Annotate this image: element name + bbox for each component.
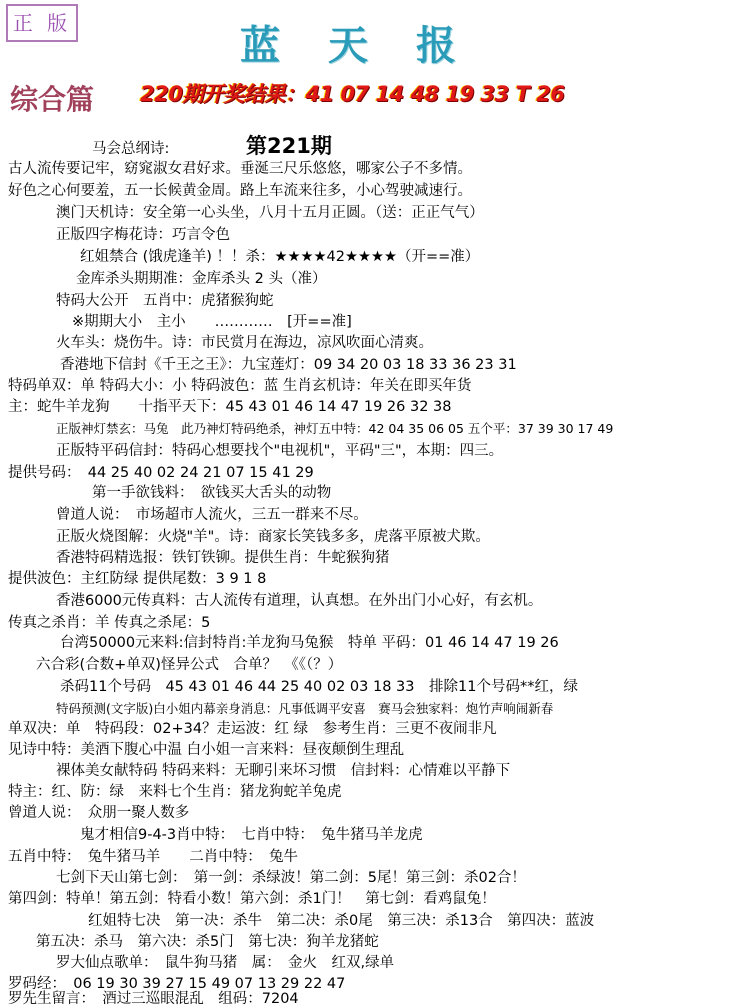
text-line: 红姐特七决 第一决：杀牛 第二决：杀0尾 第三决：杀13合 第四决：蓝波	[88, 913, 595, 929]
genuine-stamp: 正 版	[6, 4, 78, 42]
text-line: 曾道人说： 众朋一聚人数多	[8, 805, 190, 821]
text-line: 香港特码精选报：铁钉铁铆。提供生肖：牛蛇猴狗猪	[56, 550, 390, 566]
text-line: 罗大仙点歌单： 鼠牛狗马猪 属： 金火 红双,绿单	[56, 955, 395, 971]
text-line: 古人流传要记牢，窈窕淑女君好求。垂涎三尺乐悠悠，哪家公子不多情。	[8, 161, 472, 177]
section-title: 综合篇	[10, 83, 95, 116]
text-line: 香港地下信封《千王之王》：九宝莲灯：09 34 20 03 18 33 36 23 31	[60, 357, 517, 373]
text-line: 第一手欲钱料： 欲钱买大舌头的动物	[92, 485, 332, 501]
text-line: 杀码11个号码 45 43 01 46 44 25 40 02 03 18 33 排除11个号码**红，绿	[60, 679, 578, 695]
text-line: 正版四字梅花诗：巧言令色	[56, 227, 230, 243]
text-line: 第四剑：特单！第五剑：特看小数！第六剑：杀1门！ 第七剑：看鸡鼠兔！	[8, 891, 496, 907]
text-line: 澳门天机诗：安全第一心头坐，八月十五月正圆。（送：正正气气）	[56, 205, 484, 221]
text-line: 特码单双：单 特码大小：小 特码波色：蓝 生肖玄机诗：年关在即买年货	[8, 378, 472, 394]
text-line: 第五决：杀马 第六决：杀5门 第七决：狗羊龙猪蛇	[36, 934, 379, 950]
text-line: 特主：红、防：绿 来料七个生肖：猪龙狗蛇羊兔虎	[8, 784, 342, 800]
text-line: 见诗中特：美酒下腹心中温 白小姐一言来料：昼夜颠倒生理乱	[8, 742, 405, 758]
text-line: 香港6000元传真料：古人流传有道理，认真想。在外出门小心好，有玄机。	[56, 593, 543, 609]
issue-number: 第221期	[246, 134, 332, 158]
text-line: 裸体美女献特码 特码来料：无聊引来坏习惯 信封料：心情难以平静下	[56, 763, 511, 779]
text-line: 提供波色：主红防绿 提供尾数：3 9 1 8	[8, 571, 267, 587]
text-line: 鬼才相信9-4-3肖中特： 七肖中特： 兔牛猪马羊龙虎	[80, 827, 423, 843]
text-line: 主：蛇牛羊龙狗 十指平天下：45 43 01 46 14 47 19 26 32 38	[8, 399, 452, 415]
text-line: 七剑下天山第七剑： 第一剑：杀绿波！第二剑：5尾！第三剑：杀02合！	[56, 870, 526, 886]
text-line: 正版火烧图解：火烧"羊"。诗：商家长笑钱多多，虎落平原被犬欺。	[56, 529, 490, 545]
text-line: 传真之杀肖：羊 传真之杀尾：5	[8, 615, 211, 631]
masthead-title: 蓝天报	[240, 22, 504, 69]
text-line: 单双决：单 特码段：02+34？走运波：红 绿 参考生肖：三更不夜闹非凡	[8, 721, 497, 737]
text-line: 金库杀头期期准：金库杀头 2 头（准）	[76, 271, 327, 287]
text-line: 正版神灯禁玄：马兔 此乃神灯特码绝杀，神灯五中特：42 04 35 06 05 五个平：37 39 30 17 49	[56, 421, 614, 436]
text-line: 马会总纲诗:	[92, 141, 170, 157]
text-line: 曾道人说： 市场超市人流火，三五一群来不尽。	[56, 507, 368, 523]
draw-result-banner: 220期开奖结果：41 07 14 48 19 33 T 26	[140, 82, 565, 106]
text-line: ※期期大小 主小 ………… [开==准]	[72, 314, 352, 330]
text-line: 好色之心何要羞，五一长候黄金周。路上车流来往多，小心驾驶减速行。	[8, 183, 472, 199]
text-line: 火车头：烧伤牛。诗：市民赏月在海边，凉风吹面心清爽。	[56, 335, 433, 351]
text-line: 特码大公开 五肖中：虎猪猴狗蛇	[56, 293, 274, 309]
text-line: 五肖中特： 兔牛猪马羊 二肖中特： 兔牛	[8, 849, 298, 865]
text-line: 特码预测(文字版)白小姐内幕亲身消息：凡事低调平安喜 赛马会独家料：炮竹声响闹新春	[56, 701, 554, 716]
text-line: 提供号码： 44 25 40 02 24 21 07 15 41 29	[8, 465, 314, 481]
text-line: 红姐禁合 (饿虎逢羊) ！！杀：★★★★42★★★★（开==准）	[80, 249, 480, 265]
text-line: 罗码经： 06 19 30 39 27 15 49 07 13 29 22 47	[8, 976, 346, 992]
text-line: 罗先生留言： 酒过三巡眼混乱 组码：7204	[8, 991, 299, 1007]
text-line: 正版特平码信封：特码心想要找个"电视机"，平码"三"，本期：四三。	[56, 443, 504, 459]
text-line: 台湾50000元来料:信封特肖:羊龙狗马兔猴 特单 平码：01 46 14 47 19 26	[60, 635, 559, 651]
text-line: 六合彩(合数+单双)怪异公式 合单？ 《《（？）	[36, 657, 343, 673]
